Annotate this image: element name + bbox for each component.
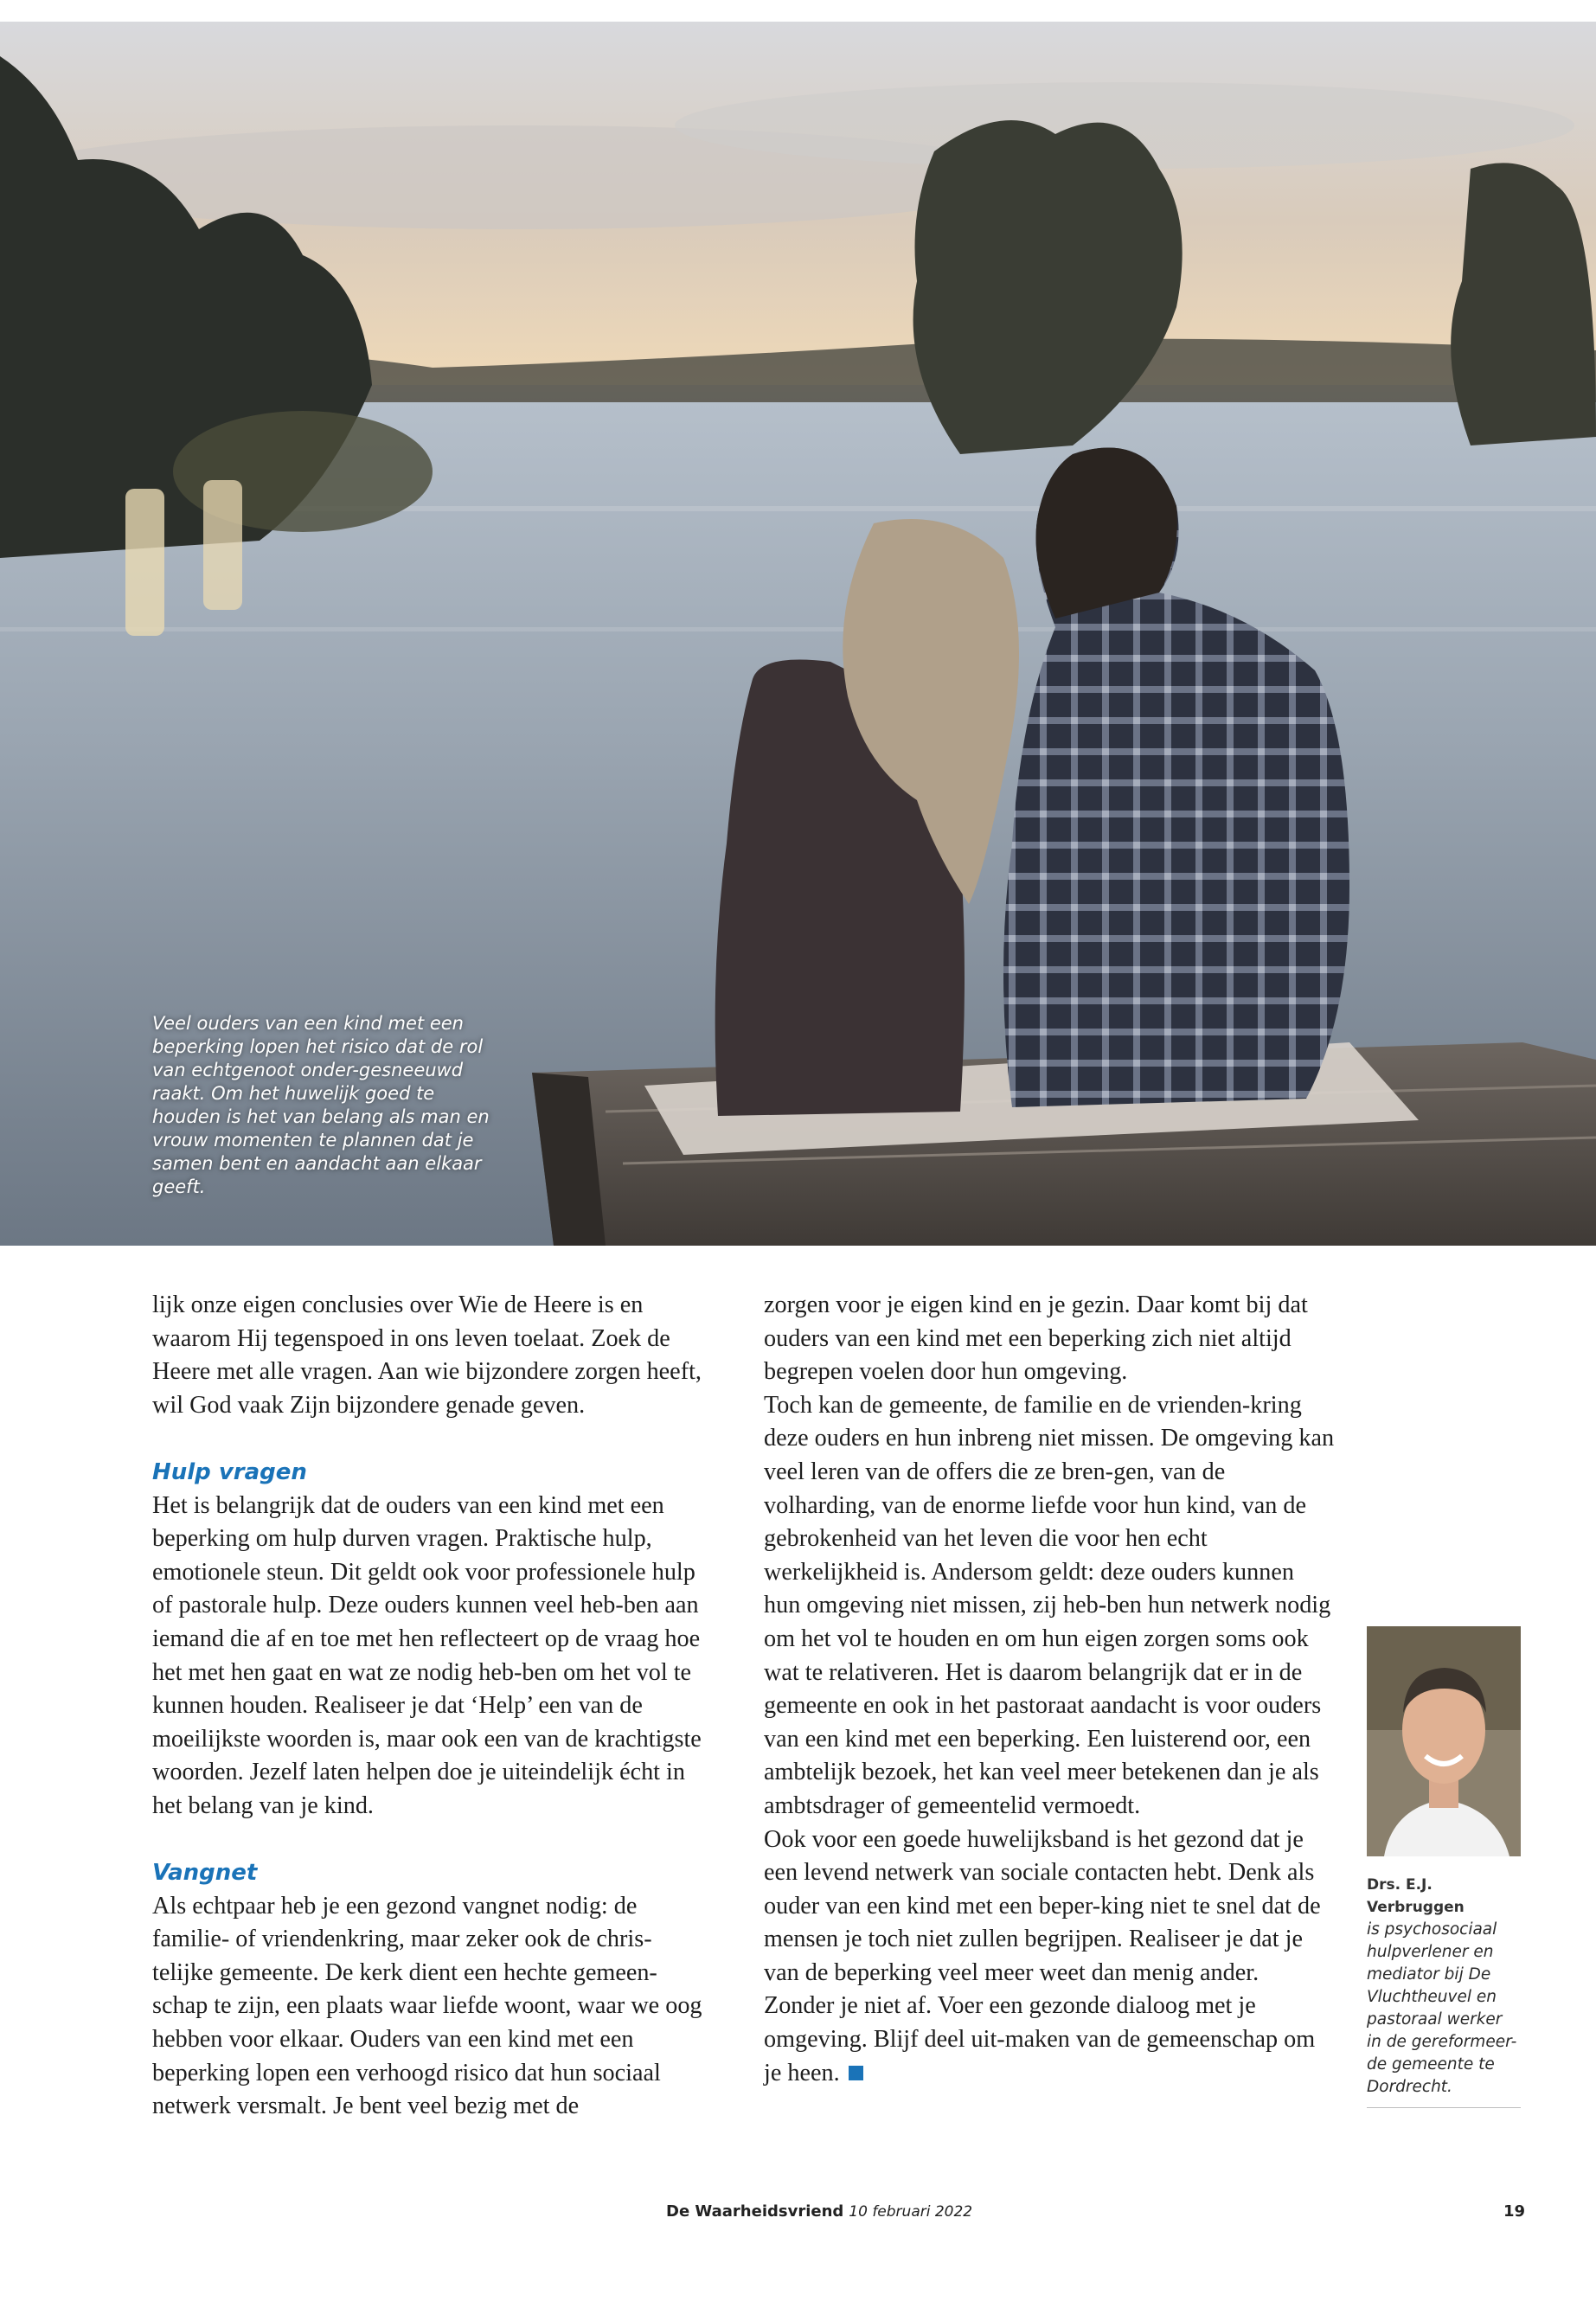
paragraph-1: zorgen voor je eigen kind en je gezin. Daar komt bij dat ouders van een kind met een beperking zich niet altijd begrepen voelen door hun omgeving. bbox=[764, 1292, 1308, 1386]
section-text-hulp-vragen: Het is belangrijk dat de ouders van een kind met een beperking om hulp durven vragen. Praktische hulp, emotionele steun. Dit geldt ook voor professionele hulp of pastorale hulp. Deze ouders kunnen veel heb-ben aan iemand die af en toe met hen reflecteert op de vraag hoe het met hen gaat en wat ze nodig heb-ben om het vol te kunnen houden. Realiseer je dat ‘Help’ een van de moeilijkste woorden is, maar ook een van de krachtigste woorden. Jezelf laten helpen doe je uiteindelijk écht in het belang van je kind. bbox=[152, 1491, 702, 1819]
author-portrait bbox=[1367, 1626, 1521, 1856]
article-right-column bbox=[764, 1289, 1335, 2090]
end-of-article-square-icon bbox=[849, 2066, 863, 2080]
issue-date: 10 februari 2022 bbox=[849, 2203, 973, 2221]
paragraph-2: Toch kan de gemeente, de familie en de vrienden-kring deze ouders en hun inbreng niet missen. De omgeving kan veel leren van de offers die ze bren-gen, van de volharding, van de enorme liefde voor hun kind, van de gebrokenheid van het leven die voor hen echt werkelijkheid is. Andersom geldt: deze ouders kunnen hun omgeving niet missen, zij heb-ben hun netwerk nodig om het vol te houden en om hun eigen zorgen soms ook wat te relativeren. Het is daarom belangrijk dat er in de gemeente en ook in het pastoraat aandacht is voor ouders van een kind met een beperking. Een luisterend oor, een ambtelijk bezoek, het kan veel meer betekenen dan je als ambtsdrager of gemeentelid vermoedt. bbox=[764, 1391, 1335, 1819]
paragraph-3-text: Ook voor een goede huwelijksband is het gezond dat je een levend netwerk van sociale contacten hebt. Denk als ouder van een kind met een beper-king niet te snel dat de mensen je toch niet zullen begrijpen. Realiseer je dat je van de beperking veel meer weet dan menig ander. Zonder je niet af. Voer een gezonde dialoog met je omgeving. Blijf deel uit-maken van de gemeenschap om je heen. bbox=[764, 1825, 1321, 2086]
author-box bbox=[1367, 1626, 1521, 2108]
section-heading-vangnet: Vangnet bbox=[152, 1860, 258, 1887]
hero-photo bbox=[0, 22, 1596, 1246]
section-text-vangnet: Als echtpaar heb je een gezond vangnet nodig: de familie- of vriendenkring, maar zeker ook de chris-telijke gemeente. De kerk dient een hechte gemeen-schap te zijn, een plaats waar liefde woont, waar we oog hebben voor elkaar. Ouders van een kind met een beperking lopen een verhoogd risico dat hun sociaal netwerk versmalt. Je bent veel bezig met de bbox=[152, 1892, 702, 2120]
author-portrait-illustration bbox=[1367, 1626, 1521, 1856]
magazine-name: De Waarheidsvriend bbox=[666, 2202, 844, 2221]
footer-publication bbox=[666, 2202, 972, 2221]
page-number: 19 bbox=[1503, 2202, 1526, 2221]
author-bio: is psychosociaal hulpverlener en mediator bij De Vluchtheuvel en pastoraal werker in de gereformeer-de gemeente te Dordrecht. bbox=[1367, 1919, 1521, 2108]
intro-paragraph: lijk onze eigen conclusies over Wie de Heere is en waarom Hij tegenspoed in ons leven toelaat. Zoek de Heere met alle vragen. Aan wie bijzondere zorgen heeft, wil God vaak Zijn bijzondere genade geven. bbox=[152, 1292, 702, 1419]
section-heading-hulp-vragen: Hulp vragen bbox=[152, 1458, 307, 1485]
article-left-column bbox=[152, 1289, 706, 2124]
author-name: Drs. E.J. Verbruggen bbox=[1367, 1876, 1465, 1916]
photo-caption: Veel ouders van een kind met een beperking lopen het risico dat de rol van echtgenoot onder-gesneeuwd raakt. Om het huwelijk goed te houden is het van belang als man en vrouw momenten te plannen dat je samen bent en aandacht aan elkaar geeft. bbox=[152, 1013, 490, 1197]
paragraph-3 bbox=[764, 1823, 1335, 2091]
